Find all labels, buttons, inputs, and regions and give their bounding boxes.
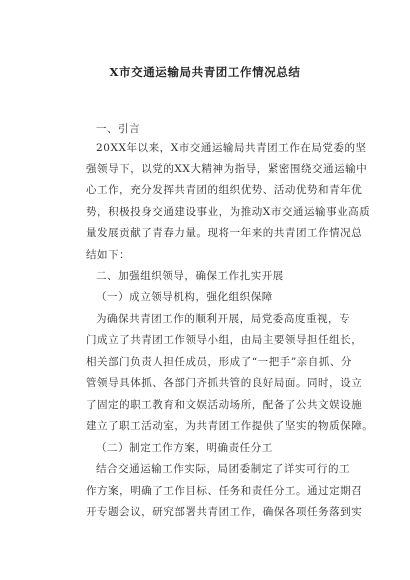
- document-title: X市交通运输局共青团工作情况总结: [109, 65, 301, 79]
- paragraph-line: 管领导具体抓、各部门齐抓共管的良好局面。同时，设立: [86, 377, 363, 389]
- section-heading-organization: 二、加强组织领导，确保工作扎实开展: [96, 270, 284, 282]
- paragraph-line: 门成立了共青团工作领导小组，由局主要领导担任组长，: [86, 334, 363, 346]
- paragraph-line: 20XX年以来，X市交通运输局共青团工作在局党委的坚: [96, 142, 367, 154]
- paragraph-line: 相关部门负责人担任成员，形成了“一把手”亲自抓、分: [86, 356, 352, 368]
- paragraph-line: 建立了职工活动室，为共青团工作提供了坚实的物质保障。: [86, 420, 374, 432]
- paragraph-line: 强领导下，以党的XX大精神为指导，紧密围绕交通运输中: [86, 163, 368, 175]
- subsection-heading: （二）制定工作方案，明确责任分工: [96, 442, 273, 454]
- paragraph-line: 量发展贡献了青春力量。现将一年来的共青团工作情况总: [86, 227, 363, 239]
- paragraph-line: 结如下：: [86, 249, 131, 261]
- paragraph-line: 结合交通运输工作实际，局团委制定了详实可行的工: [96, 463, 351, 475]
- paragraph-line: 开专题会议，研究部署共青团工作，确保各项任务落到实: [86, 506, 363, 518]
- section-heading-intro: 一、引言: [96, 123, 141, 135]
- paragraph-line: 作方案，明确了工作目标、任务和责任分工。通过定期召: [86, 485, 363, 497]
- paragraph-line: 为确保共青团工作的顺利开展，局党委高度重视，专: [96, 313, 351, 325]
- paragraph-line: 了固定的职工教育和文娱活动场所，配备了公共文娱设施: [86, 399, 363, 411]
- paragraph-line: 势，积极投身交通建设事业，为推动X市交通运输事业高质: [86, 206, 371, 218]
- subsection-heading: （一）成立领导机构，强化组织保障: [96, 291, 273, 303]
- paragraph-line: 心工作，充分发挥共青团的组织优势、活动优势和青年优: [86, 184, 363, 196]
